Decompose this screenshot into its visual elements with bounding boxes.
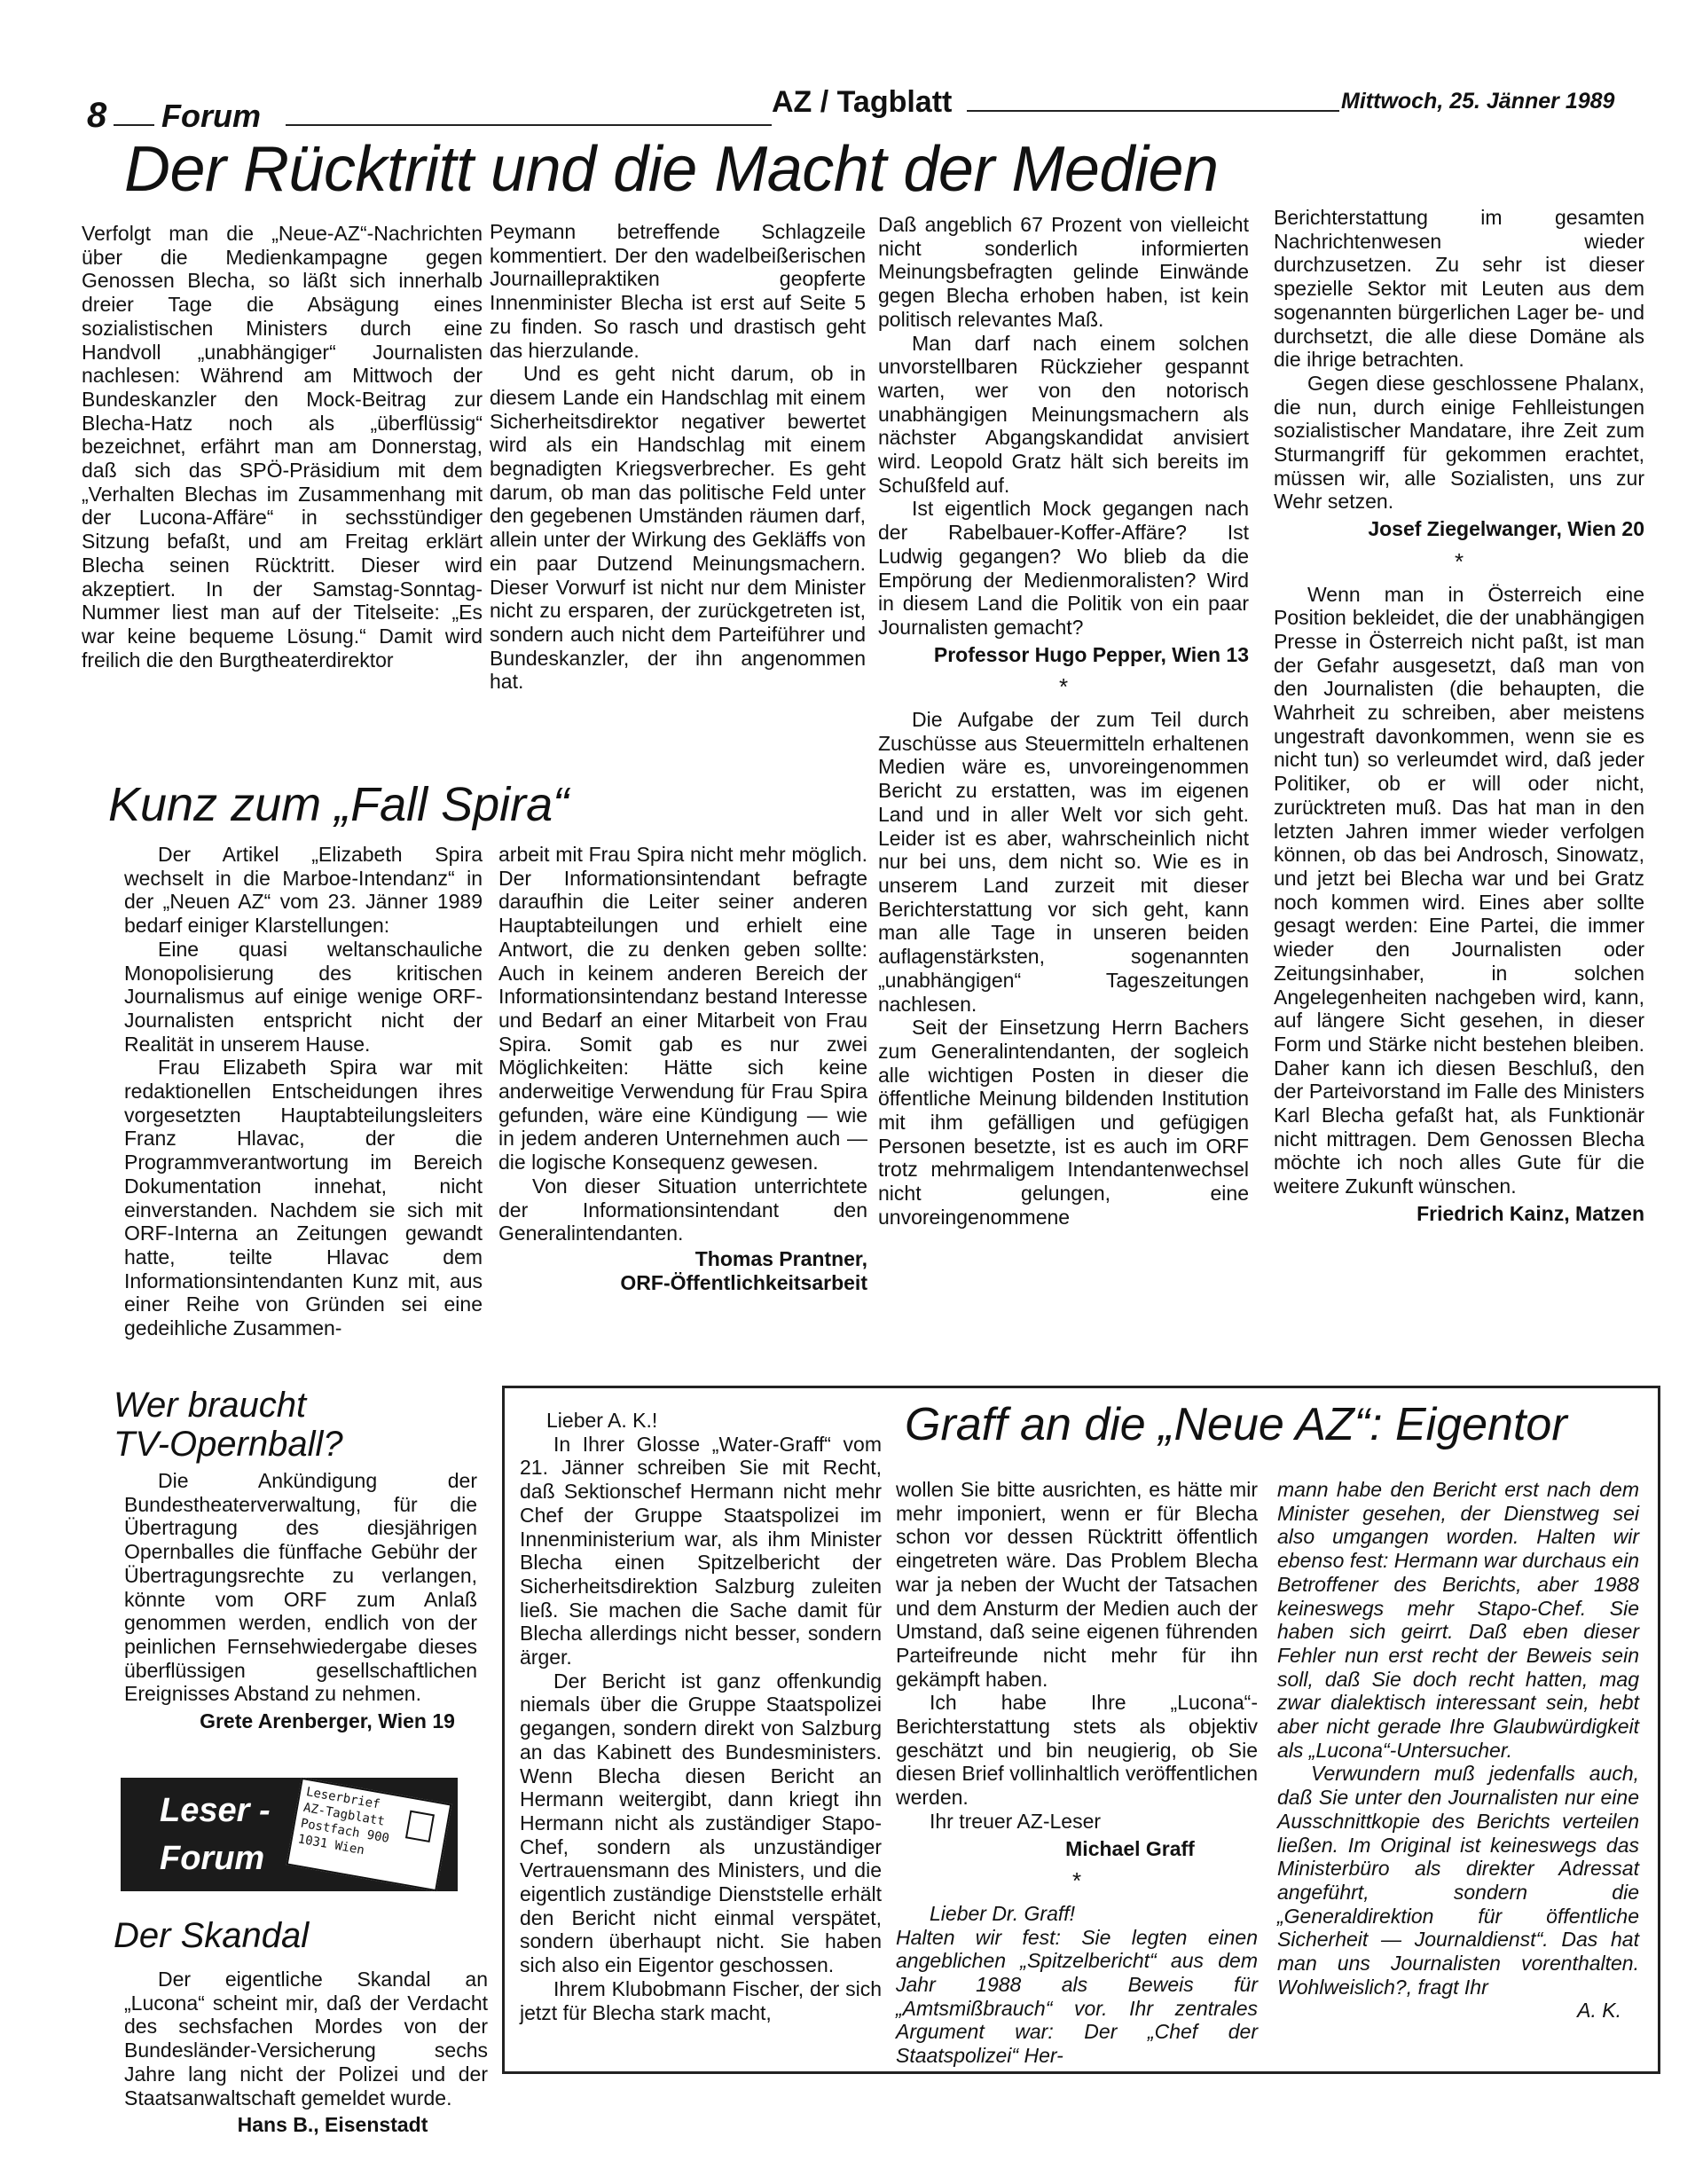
header-rule-right — [967, 110, 1339, 112]
main-column-1 — [82, 222, 483, 672]
section-name: Forum — [161, 98, 261, 134]
separator-star: * — [1058, 673, 1069, 701]
graff-title: Graff an die „Neue AZ“: Eigentor — [905, 1399, 1567, 1450]
paragraph: Verwundern muß jedenfalls auch, daß Sie unter den Journalisten nur eine Ausschnittkopie des Berichts verteilen ließen. Im Original ist keineswegs das Ministerbüro als direkter Adressat angeführt, sondern die „Generaldirektion für öffentliche Sicherheit — Journaldienst“. Das hat man uns Journalisten vorenthalten. Wohlweislich?, fragt Ihr — [1277, 1762, 1639, 1999]
paragraph: Eine quasi weltanschauliche Monopolisierung des kritischen Journalismus auf einige wenige ORF-Journalisten entspricht nicht der Realität in unserem Hause. — [124, 937, 483, 1056]
article-title: Der Rücktritt und die Macht der Medien — [124, 134, 1219, 205]
skandal-title: Der Skandal — [114, 1916, 310, 1955]
signature: Hans B., Eisenstadt — [237, 2113, 428, 2137]
greeting: Lieber A. K.! — [546, 1409, 658, 1432]
page-number: 8 — [87, 96, 107, 135]
signature: Josef Ziegelwanger, Wien 20 — [1368, 517, 1644, 541]
paragraph: Daß angeblich 67 Prozent von vielleicht nicht sonderlich informierten Meinungsbefragten gelinde Einwände gegen Blecha erhoben haben, ist kein politisch relevantes Maß. — [878, 213, 1249, 331]
paragraph: Verfolgt man die „Neue-AZ“-Nachrichten über die Medienkampagne gegen Genossen Blecha, so läßt sich innerhalb dreier Tage die Absägung eines sozialistischen Ministers durch eine Handvoll „unabhängiger“ Journalisten nachlesen: Während am Mittwoch der Bundeskanzler den Mock-Beitrag zur Blecha-Hatz noch als „überflüssig“ bezeichnet, erfährt man am Donnerstag, daß sich das SPÖ-Präsidium mit dem „Verhalten Blechas im Zusammenhang mit der Lucona-Affäre“ in sechsstündiger Sitzung befaßt, und am Freitag erklärt Blecha seinen Rücktritt. Dieser wird akzeptiert. In der Samstag-Sonntag-Nummer liest man auf der Titelseite: „Es war keine bequeme Lösung.“ Damit wird freilich die den Burgtheaterdirektor — [82, 222, 483, 672]
paragraph: Berichterstattung im gesamten Nachrichtenwesen wieder durchzusetzen. Zu sehr ist dieser spezielle Sektor mit Leuten aus dem sogenannten bürgerlichen Lager be- und durchsetzt, die alle diese Domäne als die ihrige betrachten. — [1274, 206, 1644, 372]
greeting: Lieber Dr. Graff! — [930, 1901, 1076, 1925]
paragraph: wollen Sie bitte ausrichten, es hätte mir mehr imponiert, wenn er für Blecha schon vor dessen Rücktritt öffentlich eingetreten wäre. Das Problem Blecha war ja neben der Wucht der Tatsachen und dem Ansturm der Medien auch der Umstand, daß seine eigenen führenden Parteifreunde nicht mehr für ihn gekämpft haben. — [896, 1478, 1258, 1691]
logo-line-1: Leser - — [160, 1792, 271, 1829]
graff-column-1 — [520, 1409, 882, 2024]
paragraph: Ich habe Ihre „Lucona“-Berichterstattung stets als objektiv geschätzt und bin neugierig, ob Sie diesen Brief vollinhaltlich veröffentlichen werden. — [896, 1691, 1258, 1810]
signature: Michael Graff — [1065, 1836, 1195, 1860]
kunz-column-1 — [124, 843, 483, 1340]
separator-star: * — [1454, 547, 1464, 575]
paragraph: Der eigentliche Skandal an „Lucona“ scheint mir, daß der Verdacht des sechsfachen Mordes von der Bundesländer-Versicherung sechs Jahre lang nicht der Polizei und der Staatsanwaltschaft gemeldet wurde. — [124, 1968, 488, 2109]
paragraph: Seit der Einsetzung Herrn Bachers zum Generalintendanten, der sogleich alle wichtigen Posten in dieser die öffentliche Meinung bildenden Institution mit ihm gefälligen und gefügigen Personen besetzte, ist es auch im ORF trotz mehrmaligem Intendantenwechsel nicht gelungen, eine unvoreingenommene — [878, 1016, 1249, 1229]
paragraph: Und es geht nicht darum, ob in diesem Lande ein Handschlag mit einem Sicherheitsdirektor negativer bewertet wird als ein Handschlag mit einem begnadigten Kriegsverbrecher. Es geht darum, ob man das politische Feld unter den gegebenen Umständen räumen darf, allein unter der Wirkung des Gekläffs von ein paar Dutzend Meinungsmachern. Dieser Vorwurf ist nicht nur dem Minister nicht zu ersparen, der zurückgetreten ist, sondern auch nicht dem Parteiführer und Bundeskanzler, der ihn angenommen hat. — [490, 362, 866, 694]
paragraph: arbeit mit Frau Spira nicht mehr möglich. Der Informationsintendant befragte daraufhin die Leiter seiner anderen Hauptabteilungen und erhielt eine Antwort, die zu denken geben sollte: Auch in keinem anderen Bereich der Informationsintendanz bestand Interesse und Bedarf an einer Mitarbeit von Frau Spira. Somit gab es nur zwei Möglichkeiten: Hätte sich keine anderweitige Verwendung für Frau Spira gefunden, wäre eine Kündigung — wie in jedem anderen Unternehmen auch — die logische Konsequenz gewesen. — [498, 843, 867, 1174]
logo-stamp — [286, 1778, 452, 1891]
graff-column-3 — [1277, 1478, 1639, 2023]
signature-org: ORF-Öffentlichkeitsarbeit — [620, 1270, 867, 1294]
main-column-3 — [878, 213, 1249, 1229]
paragraph: Gegen diese geschlossene Phalanx, die nun, durch einige Fehlleistungen sozialistischer Mandatare, ihre Zeit zum Sturmangriff für gekommen erachtet, müssen wir, alle Sozialisten, uns zur Wehr setzen. — [1274, 371, 1644, 514]
paragraph: Der Artikel „Elizabeth Spira wechselt in die Marboe-Intendanz“ in der „Neuen AZ“ vom 23. Jänner 1989 bedarf einiger Klarstellungen: — [124, 843, 483, 938]
main-column-2 — [490, 220, 866, 694]
signature: Grete Arenberger, Wien 19 — [200, 1709, 455, 1733]
paper-name: AZ / Tagblatt — [772, 85, 953, 119]
paragraph: Die Aufgabe der zum Teil durch Zuschüsse aus Steuermitteln erhaltenen Medien wäre es, unvoreingenommen Bericht zu erstatten, was im eigenen Land und in aller Welt vor sich geht. Leider ist es aber, wahrscheinlich nicht nur bei uns, dem nicht so. Wie es in unserem Land zurzeit mit dieser Berichterstattung vor sich geht, kann man alle Tage in unseren beiden auflagenstärksten, sogenannten „unabhängigen“ Tageszeitungen nachlesen. — [878, 708, 1249, 1016]
opernball-body — [124, 1469, 477, 1733]
paragraph: In Ihrer Glosse „Water-Graff“ vom 21. Jänner schreiben Sie mit Recht, daß Sektionschef Hermann nicht mehr Chef der Gruppe Staatspolizei im Innenministerium war, als ihm Minister Blecha einen Spitzelbericht der Sicherheitsdirektion Salzburg zuleiten ließ. Sie machen die Sache damit für Blecha allerdings nicht besser, sondern ärger. — [520, 1432, 882, 1669]
paragraph: Peymann betreffende Schlagzeile kommentiert. Der den wadelbeißerischen Journaillepraktiken geopferte Innenminister Blecha ist erst auf Seite 5 zu finden. So rasch und drastisch geht das hierzulande. — [490, 220, 866, 362]
paragraph: Die Ankündigung der Bundestheaterverwaltung, für die Übertragung des diesjährigen Opernballes die fünffache Gebühr der Übertragungsrechte zu verlangen, könnte vom ORF zum Anlaß genommen werden, endlich von der peinlichen Fernsehwiedergabe dieses überflüssigen gesellschaftlichen Ereignisses Abstand zu nehmen. — [124, 1469, 477, 1706]
paragraph: Wenn man in Österreich eine Position bekleidet, die der unabhängigen Presse in Österreich nicht paßt, ist man der Gefahr ausgesetzt, daß man von den Journalisten (die behaupten, die Wahrheit zu schreiben, aber meistens ungestraft davonkommen, wenn sie es nicht tun) so verleumdet wird, daß jeder Politiker, ob er will oder nicht, zurücktreten muß. Das hat man in den letzten Jahren immer wieder verfolgen können, ob das bei Androsch, Sinowatz, und jetzt bei Blecha war und bei Gratz noch kommen wird. Eines aber sollte gesagt werden: Eine Partei, die immer wieder den Journalisten oder Zeitungsinhaber, in solchen Angelegenheiten nachgeben wird, kann, auf längere Sicht gesehen, in dieser Form und Stärke nicht bestehen bleiben. Daher kann ich diesen Beschluß, den der Parteivorstand im Falle des Ministers Karl Blecha gefaßt hat, als Funktionär nicht mittragen. Dem Genossen Blecha möchte ich noch alles Gute für die weitere Zukunft wünschen. — [1274, 582, 1644, 1198]
signature: A. K. — [1577, 1999, 1621, 2023]
paragraph: Man darf nach einem solchen unvorstellbaren Rückzieher gespannt warten, wer von den notorisch unabhängigen Meinungsmachern als nächster Abgangskandidat anvisiert wird. Leopold Gratz hält sich bereits im Schußfeld auf. — [878, 331, 1249, 497]
signature-name: Thomas Prantner, — [695, 1246, 867, 1270]
stamp-text: Leserbrief AZ-Tagblatt Postfach 900 1031 Wien — [296, 1785, 391, 1858]
skandal-body — [124, 1968, 488, 2137]
paragraph: Halten wir fest: Sie legten einen angeblichen „Spitzelbericht“ aus dem Jahr 1988 als Beweis für „Amtsmißbrauch“ vor. Ihr zentrales Argument war: Der „Chef der Staatspolizei“ Her- — [896, 1925, 1258, 2068]
header-rule-left — [286, 124, 772, 126]
kunz-title: Kunz zum „Fall Spira“ — [108, 778, 569, 831]
separator-star: * — [1071, 1867, 1082, 1895]
opernball-title-line1: Wer braucht — [114, 1386, 307, 1425]
header-dash — [114, 124, 154, 126]
leser-forum-logo — [121, 1778, 458, 1891]
paragraph: Ihr treuer AZ-Leser — [930, 1809, 1102, 1833]
paragraph: mann habe den Bericht erst nach dem Minister gesehen, der Dienstweg sei also umgangen worden. Halten wir ebenso fest: Hermann war durchaus ein Betroffener des Berichts, aber 1988 keineswegs mehr Stapo-Chef. Sie haben sich geirrt. Daß eben dieser Fehler nun erst recht der Beweis sein soll, daß Sie doch recht hatten, mag zwar dialektisch interessant sein, hebt aber nicht gerade Ihre Glaubwürdigkeit als „Lucona“-Untersucher. — [1277, 1478, 1639, 1762]
opernball-title-line2: TV-Opernball? — [114, 1425, 343, 1464]
graff-column-2 — [896, 1478, 1258, 2068]
paragraph: Der Bericht ist ganz offenkundig niemals über die Gruppe Staatspolizei gegangen, sondern direkt von Salzburg an das Kabinett des Bundesministers. Wenn Blecha diesen Bericht an Hermann weitergibt, dann kriegt ihn Hermann nicht als zuständiger Stapo-Chef, sondern als unzuständiger Vertrauensmann des Ministers, und die eigentlich zuständige Dienststelle erhält den Bericht nicht einmal verspätet, sondern überhaupt nicht. Sie haben sich also ein Eigentor geschossen. — [520, 1669, 882, 1977]
paragraph: Ist eigentlich Mock gegangen nach der Rabelbauer-Koffer-Affäre? Ist Ludwig gegangen? Wo blieb da die Empörung der Medienmoralisten? Wird in diesem Land die Politik von ein paar Journalisten gemacht? — [878, 497, 1249, 639]
signature: Professor Hugo Pepper, Wien 13 — [933, 642, 1249, 666]
signature: Friedrich Kainz, Matzen — [1417, 1201, 1644, 1225]
paragraph: Ihrem Klubobmann Fischer, der sich jetzt für Blecha stark macht, — [520, 1976, 882, 2024]
kunz-column-2 — [498, 843, 867, 1294]
issue-date: Mittwoch, 25. Jänner 1989 — [1341, 89, 1615, 114]
paragraph: Von dieser Situation unterrichtete der Informationsintendant den Generalintendanten. — [498, 1174, 867, 1245]
logo-line-2: Forum — [160, 1840, 265, 1877]
paragraph: Frau Elizabeth Spira war mit redaktionellen Entscheidungen ihres vorgesetzten Hauptabteilungsleiters Franz Hlavac, der die Programmverantwortung im Bereich Dokumentation innehat, nicht einverstanden. Nachdem sie sich mit ORF-Interna an Zeitungen gewandt hatte, teilte Hlavac dem Informationsintendanten Kunz mit, aus einer Reihe von Gründen sei eine gedeihliche Zusammen- — [124, 1056, 483, 1340]
main-column-4 — [1274, 206, 1644, 1226]
